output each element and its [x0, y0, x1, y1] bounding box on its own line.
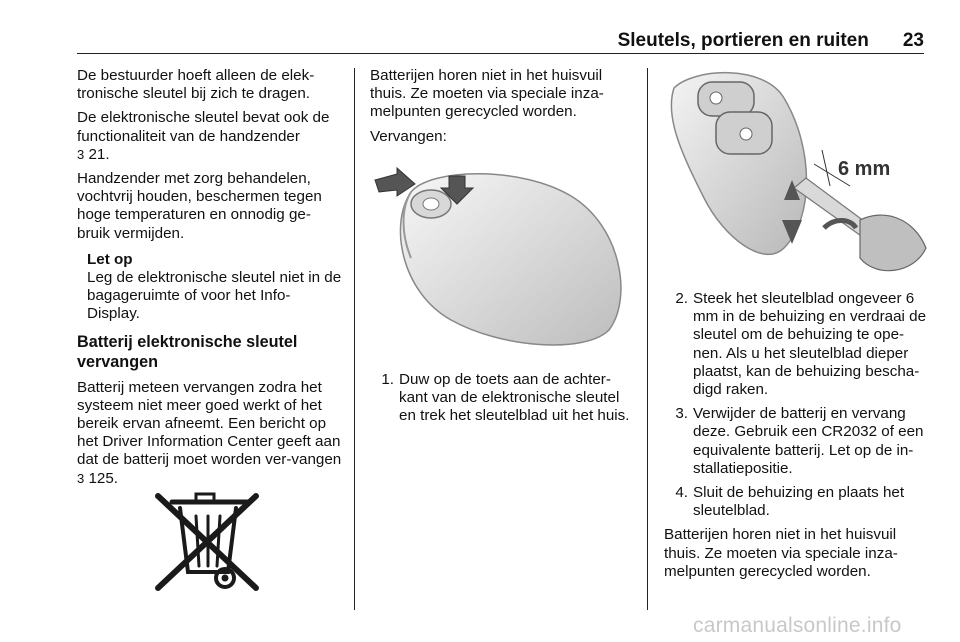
- step-number: 2.: [675, 290, 688, 307]
- cross-reference-arrow-icon: 3: [77, 470, 85, 486]
- column-2-steps: [370, 371, 636, 432]
- key-fob-illustration: [371, 148, 633, 358]
- paragraph-recycling-end: Batterijen horen niet in het huisvuil thuis. Ze moeten via speciale inza-melpunten gerecycled worden.: [664, 526, 898, 580]
- page-header: [77, 30, 924, 52]
- dimension-label: 6 mm: [838, 158, 891, 180]
- step-number: 3.: [675, 405, 688, 423]
- step-item: [664, 484, 930, 520]
- crossed-out-bin-icon: [152, 490, 264, 594]
- step-text: Duw op de toets aan de achter-kant van de elektronische sleutel en trek het sleutelblad uit het huis.: [399, 371, 630, 425]
- note-text: Leg de elektronische sleutel niet in de bagageruimte of voor het Info-Display.: [87, 269, 342, 323]
- header-title: Sleutels, portieren en ruiten: [617, 30, 869, 51]
- page-number: 23: [902, 30, 924, 51]
- step-number: 4.: [675, 484, 688, 502]
- column-divider-1: [354, 68, 355, 610]
- cross-reference-arrow-icon: 3: [77, 146, 85, 162]
- paragraph-intro: De bestuurder hoeft alleen de elek-tronische sleutel bij zich te dragen.: [77, 67, 315, 103]
- step-item: [370, 371, 636, 426]
- column-1: [77, 67, 343, 494]
- paragraph-remote-function: De elektronische sleutel bevat ook de functionaliteit van de handzender 3 21.: [77, 109, 330, 163]
- column-3: [664, 290, 930, 587]
- note-title: Let op: [87, 250, 133, 268]
- cross-reference-link[interactable]: 21.: [88, 145, 110, 163]
- step-text: Sluit de behuizing en plaats het sleutelblad.: [693, 484, 905, 520]
- paragraph-battery: Batterij meteen vervangen zodra het systeem niet meer goed werkt of het bereik ervan afneemt. Een bericht op het Driver Information Center geeft aan dat de batterij moet worden ver-vangen 3 125.: [77, 378, 342, 487]
- watermark: carmanualsonline.info: [693, 614, 902, 637]
- paragraph-recycling: Batterijen horen niet in het huisvuil thuis. Ze moeten via speciale inza-melpunten gerecycled worden.: [370, 67, 604, 121]
- step-number: 1.: [381, 371, 394, 388]
- key-blade-insert-illustration: [664, 68, 930, 280]
- paragraph-replace: Vervangen:: [370, 127, 447, 145]
- note-box: [87, 251, 343, 324]
- header-rule: [77, 53, 924, 54]
- cross-reference-link[interactable]: 125.: [88, 469, 119, 487]
- column-2: [370, 67, 636, 152]
- column-divider-2: [647, 68, 648, 610]
- paragraph-care: Handzender met zorg behandelen, vochtvrij houden, beschermen tegen hoge temperaturen en onnodig ge-bruik vermijden.: [77, 170, 322, 242]
- step-item: [664, 290, 930, 399]
- section-heading: Batterij elektronische sleutel vervangen: [77, 332, 298, 371]
- step-text: Steek het sleutelblad ongeveer 6 mm in de behuizing en verdraai de sleutel om de behuizing te ope-nen. Als u het sleutelblad dieper plaatst, kan de behuizing bescha-digd raken.: [693, 290, 927, 399]
- step-text: Verwijder de batterij en vervang deze. Gebruik een CR2032 of een equivalente batterij. Let op de in-stallatiepositie.: [693, 405, 924, 477]
- step-item: [664, 405, 930, 478]
